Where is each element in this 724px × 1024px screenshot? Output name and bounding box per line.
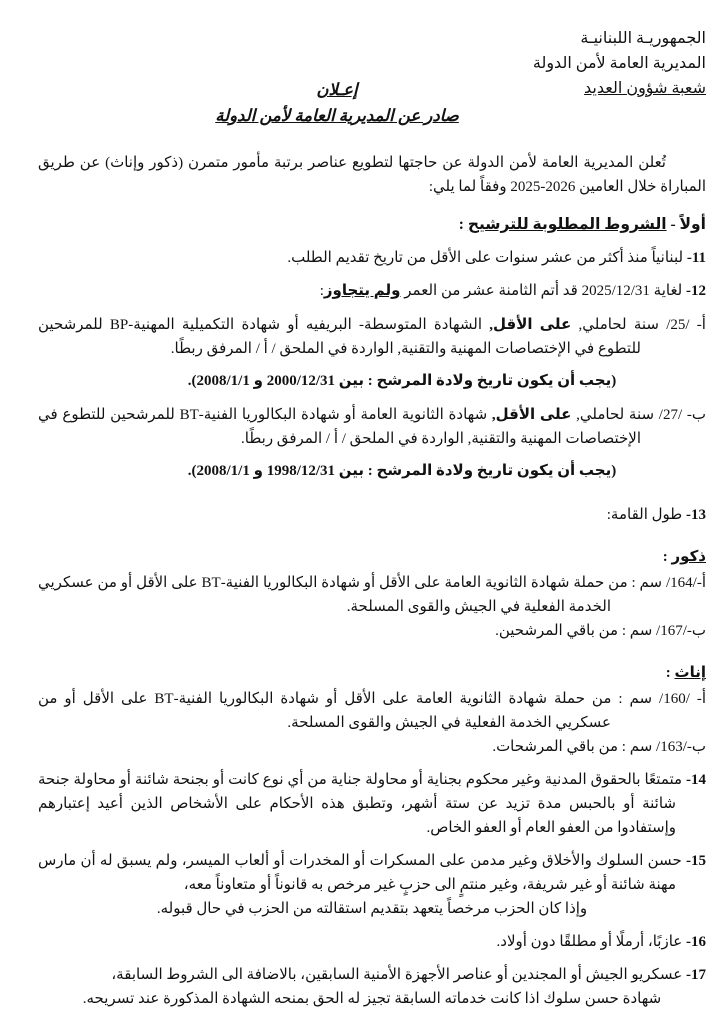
item-13	[38, 503, 706, 527]
item-12-text: لغاية 2025/12/31 قد أتم الثامنة عشر من العمر	[400, 283, 683, 299]
sub-item-b-pre: ب- /27/ سنة لحاملي,	[571, 407, 706, 423]
intro-paragraph: تُعلن المديرية العامة لأمن الدولة عن حاجتها لتطويع عناصر برتبة مأمور متمرن (ذكور وإناث) عن طريق المباراة خلال العامين 2026-2025 وفقاً لما يلي:	[38, 155, 706, 195]
item-15-number: 15-	[686, 853, 707, 869]
item-13-text: طول القامة:	[606, 507, 683, 523]
sub-item-b	[38, 403, 706, 451]
birth-date-note-b: (يجب أن يكون تاريخ ولادة المرشح : بين 1998/12/31 و 2008/1/1).	[187, 463, 617, 479]
sub-item-a-rest: الشهادة المتوسطة- البريفيه أو شهادة التكميلية المهنية-BP للمرشحين للتطوع في الإختصاصات المهنية والتقنية, الواردة في الملحق / أ / المرفق ربطًا.	[38, 317, 641, 357]
item-17	[38, 963, 706, 987]
males-heading: ذكور	[671, 549, 706, 565]
sub-item-b-bold: على الأقل,	[491, 407, 572, 423]
item-16-text: عازبًا، أرملًا أو مطلقًا دون أولاد.	[496, 934, 683, 950]
item-12	[38, 279, 706, 303]
item-15-text: حسن السلوك والأخلاق وغير مدمن على المسكرات أو المخدرات أو ألعاب الميسر، ولم يسبق له أن مارس مهنة شائنة أو غير شريفة، وغير منتمٍ الى حزبٍ غير مرخص به قانوناً أو متعاوناً معه،	[38, 853, 682, 893]
doc-title: إعـلان	[316, 80, 358, 99]
item-11-text: لبنانياً منذ أكثر من عشر سنوات على الأقل من تاريخ تقديم الطلب.	[287, 250, 684, 266]
section-heading	[38, 213, 706, 237]
doc-title-row	[38, 77, 636, 103]
item-11	[38, 246, 706, 270]
females-heading: إناث	[674, 665, 706, 681]
item-14	[38, 768, 706, 840]
item-17-number: 17-	[686, 967, 706, 983]
section-heading-prefix: أولاً -	[666, 216, 706, 233]
section-heading-title: الشروط المطلوبة للترشيح	[467, 216, 667, 233]
letterhead-division: شعبة شؤون العديد	[584, 80, 706, 97]
females-height-b: ب-/163/ سم : من باقي المرشحات.	[492, 739, 706, 755]
letterhead-republic: الجمهوريـة اللبنانيـة	[580, 30, 706, 47]
item-11-number: 11-	[686, 250, 706, 266]
item-16-number: 16-	[686, 934, 706, 950]
item-12-colon: :	[319, 283, 324, 299]
females-heading-colon: :	[665, 665, 675, 681]
sub-item-a-pre: أ- /25/ سنة لحاملي,	[571, 317, 706, 333]
item-15-last-line: وإذا كان الحزب مرخصاً يتعهد بتقديم استقالته من الحزب في حال قبوله.	[156, 901, 588, 917]
birth-date-note-a: (يجب أن يكون تاريخ ولادة المرشح : بين 2000/12/31 و 2008/1/1).	[187, 373, 617, 389]
males-height-b: ب-/167/ سم : من باقي المرشحين.	[495, 623, 706, 639]
males-heading-row	[38, 545, 706, 569]
doc-subtitle: صادر عن المديرية العامة لأمن الدولة	[215, 106, 459, 125]
females-height-a: أ- /160/ سم : من حملة شهادة الثانوية العامة على الأقل أو شهادة البكالوريا الفنية-BT على الأقل أو من عسكريي الخدمة الفعلية في الجيش والقوى المسلحة.	[38, 691, 706, 731]
doc-subtitle-row	[38, 103, 636, 129]
item-15	[38, 849, 706, 897]
sub-item-a	[38, 313, 706, 361]
sub-item-a-bold: على الأقل,	[489, 317, 572, 333]
item-17-text: عسكريو الجيش أو المجندين أو عناصر الأجهزة الأمنية السابقين، بالاضافة الى الشروط السابقة،	[111, 967, 683, 983]
females-heading-row	[38, 661, 706, 685]
item-12-emphasis: ولم يتجاوز	[323, 283, 401, 299]
males-height-a: أ-/164/ سم : من حملة شهادة الثانوية العامة على الأقل أو شهادة البكالوريا الفنية-BT على الأقل أو من عسكريي الخدمة الفعلية في الجيش والقوى المسلحة.	[38, 575, 706, 615]
section-heading-colon: :	[458, 216, 468, 233]
item-14-text: متمتعًا بالحقوق المدنية وغير محكوم بجناية أو محاولة جناية من أي نوع كانت أو بجنحة شائنة أو محاولة جنحة شائنة أو بالحبس مدة تزيد عن ستة أشهر، وتطبق هذه الأحكام على الأشخاص الذين أعيد إعتبارهم وإستفادوا من العفو العام أو العفو الخاص.	[38, 772, 683, 836]
item-13-number: 13-	[686, 507, 706, 523]
letterhead-directorate: المديرية العامة لأمن الدولة	[532, 55, 706, 72]
sub-item-b-rest: شهادة الثانوية العامة أو شهادة البكالوريا الفنية-BT للمرشحين للتطوع في الإختصاصات المهنية والتقنية, الواردة في الملحق / أ / المرفق ربطًا.	[38, 407, 641, 447]
item-12-number: 12-	[686, 283, 706, 299]
item-14-number: 14-	[686, 772, 707, 788]
item-17-last-line: شهادة حسن سلوك اذا كانت خدماته السابقة تجيز له الحق بمنحه الشهادة المذكورة عند تسريحه.	[82, 991, 662, 1007]
item-16	[38, 930, 706, 954]
males-heading-colon: :	[662, 549, 672, 565]
